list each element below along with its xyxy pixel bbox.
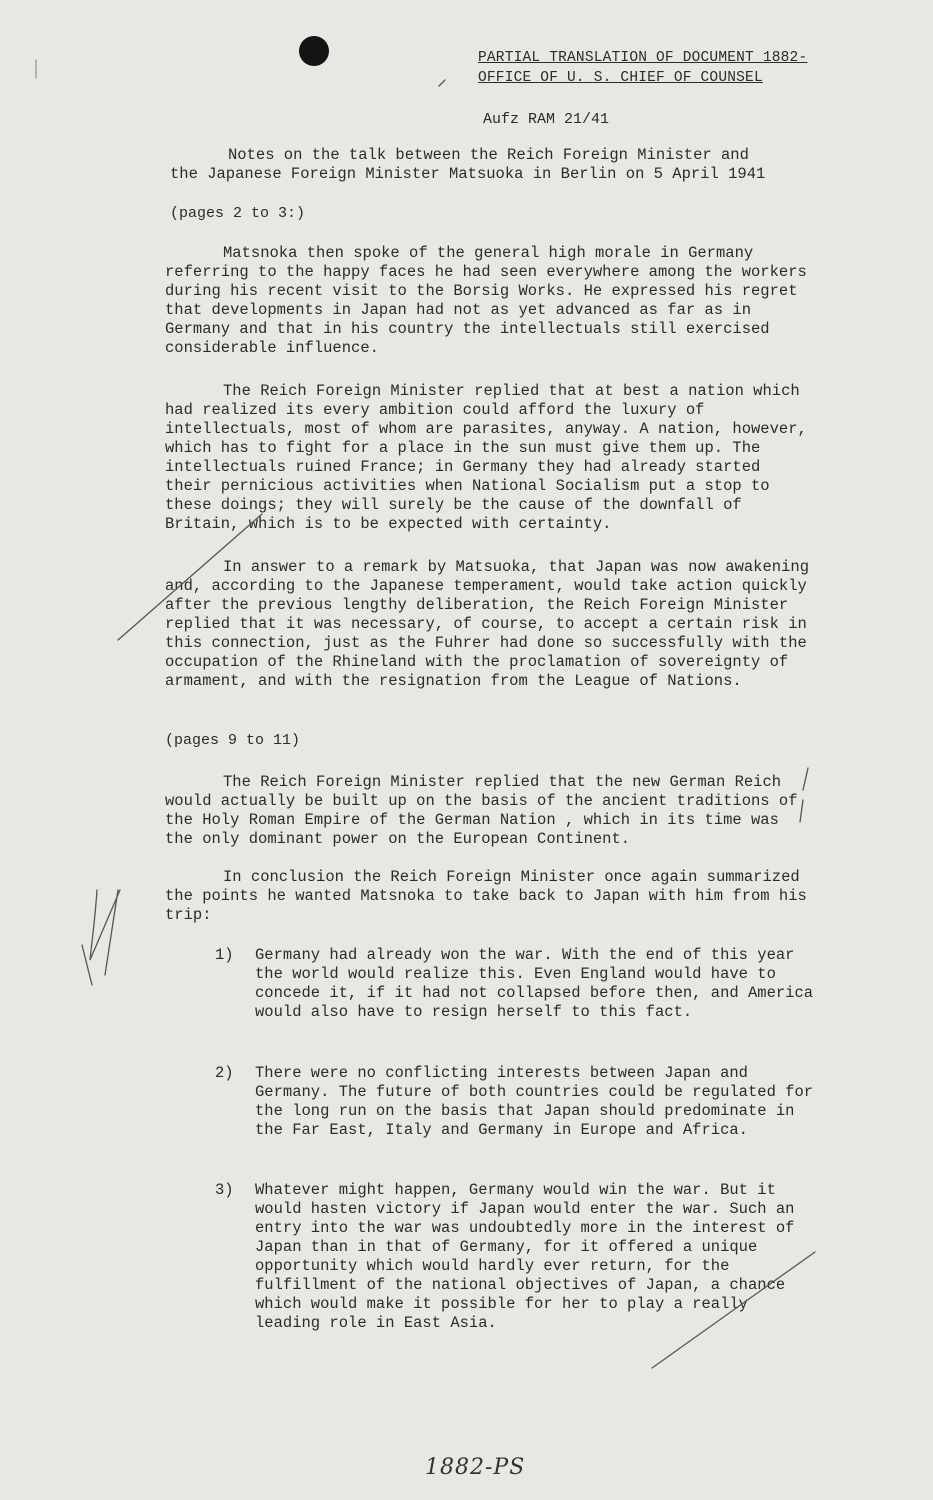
paragraph-text: The Reich Foreign Minister replied that the new German Reich would actually be built up on the basis of the ancient traditions of the Holy Roman Empire of the German Nation , which in its time was the only dominant power on the European Continent. — [165, 773, 798, 848]
list-item-text: Germany had already won the war. With the end of this year the world would realize this. Even England would have to concede it, if it had not collapsed before then, and America would also have to resign herself to this fact. — [255, 946, 814, 1021]
header-translation-line: PARTIAL TRANSLATION OF DOCUMENT 1882- — [478, 50, 808, 66]
pencil-slash-mark — [652, 1252, 815, 1368]
paragraph-text: Matsnoka then spoke of the general high morale in Germany referring to the happy faces he had seen everywhere among the workers during his recent visit to the Borsig Works. He expressed his regret that developments in Japan had not as yet advanced as far as in Germany and that in his country the intellectuals still exercised considerable influence. — [165, 244, 807, 357]
paragraph-text: The Reich Foreign Minister replied that at best a nation which had realized its every ambition could afford the luxury of intellectuals, most of whom are parasites, anyway. A nation, however, which has to fight for a place in the sun must give them up. The intellectuals ruined France; in Germany they had already started their pernicious activities when National Socialism put a stop to these doings; they will surely be the cause of the downfall of Britain, which is to be expected with certainty. — [165, 382, 807, 533]
list-item-number: 1) — [215, 946, 234, 964]
list-item-number: 2) — [215, 1064, 234, 1082]
pencil-slash-mark — [118, 514, 262, 640]
section-pages-label: (pages 2 to 3:) — [170, 205, 306, 222]
reference-code: Aufz RAM 21/41 — [483, 111, 610, 128]
list-item-number: 3) — [215, 1181, 234, 1199]
list-item-text: Whatever might happen, Germany would win the war. But it would hasten victory if Japan would enter the war. Such an entry into the war was undoubtedly more in the interest of Japan than in that of Germany, for it offered a unique opportunity which would hardly ever return, for the fulfillment of the national objectives of Japan, a chance which would make it possible for her to play a really leading role in East Asia. — [255, 1181, 795, 1332]
handwritten-document-number: 1882-PS — [425, 1455, 526, 1480]
title-line-2: the Japanese Foreign Minister Matsuoka in Berlin on 5 April 1941 — [170, 165, 766, 183]
pencil-margin-line — [800, 768, 808, 822]
section-pages-label: (pages 9 to 11) — [165, 732, 301, 749]
header-office-line: OFFICE OF U. S. CHIEF OF COUNSEL — [478, 70, 763, 86]
title-line-1: Notes on the talk between the Reich Foreign Minister and — [228, 146, 749, 164]
list-item-text: There were no conflicting interests between Japan and Germany. The future of both countries could be regulated for the long run on the basis that Japan should predominate in the Far East, Italy and Germany in Europe and Africa. — [255, 1064, 814, 1139]
paragraph-text: In answer to a remark by Matsuoka, that Japan was now awakening and, according to the Japanese temperament, would take action quickly after the previous lengthy deliberation, the Reich Foreign Minister replied that it was necessary, of course, to accept a certain risk in this connection, just as the Fuhrer had done so successfully with the occupation of the Rhineland with the proclamation of sovereignty of armament, and with the resignation from the League of Nations. — [165, 558, 809, 690]
paragraph-text: In conclusion the Reich Foreign Minister once again summarized the points he wanted Matsnoka to take back to Japan with him from his trip: — [165, 868, 807, 924]
pencil-initials-mark — [82, 890, 120, 985]
pencil-tick-mark — [439, 80, 445, 86]
